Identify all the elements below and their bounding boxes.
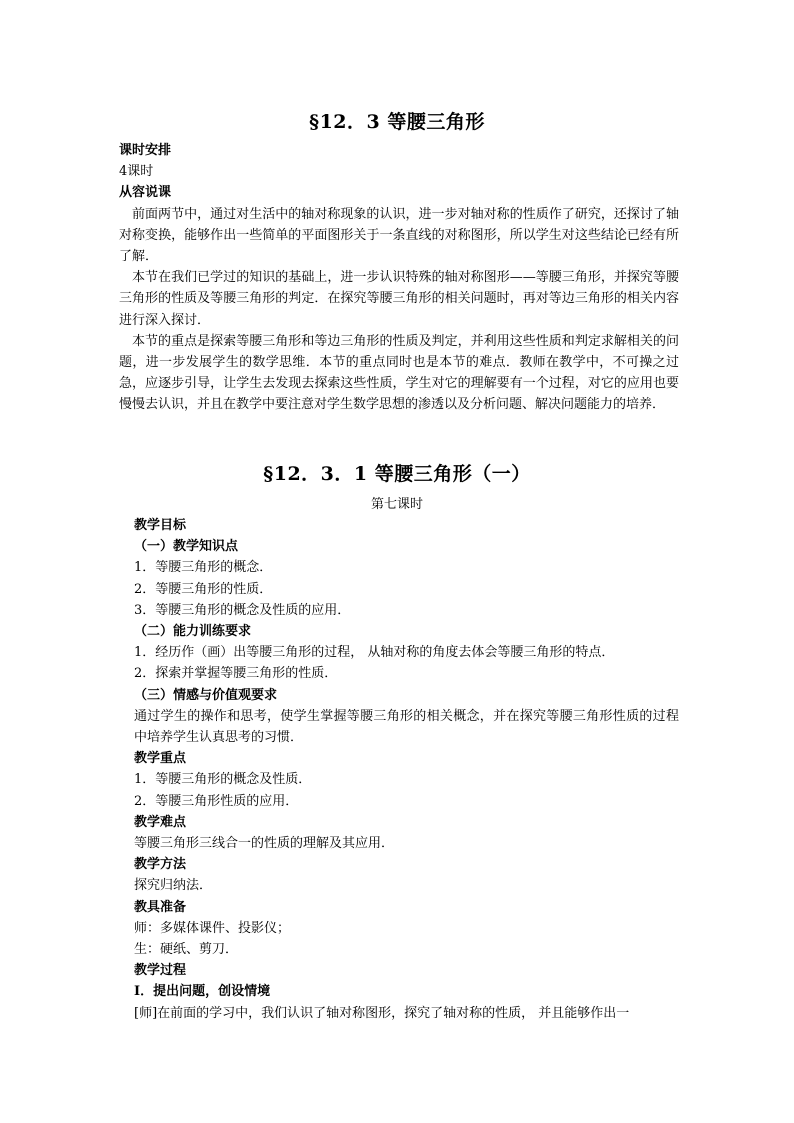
intro-paragraph-2: 本节在我们已学过的知识的基础上，进一步认识特殊的轴对称图形——等腰三角形，并探究等腰三角形的性质及等腰三角形的判定．在探究等腰三角形的相关问题时，再对等边三角形的相关内容进行深入探讨． (119, 270, 679, 328)
ability-item-2: 2．探索并掌握等腰三角形的性质． (134, 666, 338, 682)
heading-knowledge: （一）教学知识点 (134, 539, 239, 555)
lesson-plan-section (134, 515, 679, 1024)
method-text: 探究归纳法． (134, 878, 213, 894)
focus-item-2: 2．等腰三角形性质的应用． (134, 793, 299, 809)
tools-teacher: 师：多媒体课件、投影仪； (134, 920, 291, 936)
heading-ability: （二）能力训练要求 (134, 624, 252, 640)
heading-intro: 从容说课 (119, 185, 172, 201)
knowledge-item-3: 3．等腰三角形的概念及性质的应用． (134, 602, 351, 618)
main-title: §12．3 等腰三角形 (309, 111, 485, 133)
sub-title: §12．3．1 等腰三角形（一） (263, 463, 531, 485)
lesson-number: 第七课时 (370, 497, 423, 512)
heading-emotion: （三）情感与价值观要求 (134, 687, 278, 703)
heading-process: 教学过程 (134, 963, 187, 979)
difficulty-text: 等腰三角形三线合一的性质的理解及其应用． (134, 836, 395, 852)
focus-item-1: 1．等腰三角形的概念及性质． (134, 772, 312, 788)
heading-goals: 教学目标 (134, 518, 187, 533)
heading-focus: 教学重点 (134, 751, 187, 767)
emotion-paragraph: 通过学生的操作和思考，使学生掌握等腰三角形的相关概念，并在探究等腰三角形性质的过程中培养学生认真思考的习惯． (134, 708, 679, 746)
intro-paragraph-3: 本节的重点是探索等腰三角形和等边三角形的性质及判定，并利用这些性质和判定求解相关的问题，进一步发展学生的数学思维．本节的重点同时也是本节的难点．教师在教学中，不可操之过急，应逐步引导，让学生去发现去探索这些性质，学生对它的理解要有一个过程，对它的应用也要慢慢去认识，并且在教学中要注意对学生数学思想的渗透以及分析问题、解决问题能力的培养． (119, 333, 679, 413)
heading-step-1: Ⅰ．提出问题，创设情境 (134, 984, 271, 1000)
intro-paragraph-1: 前面两节中，通过对生活中的轴对称现象的认识，进一步对轴对称的性质作了研究，还探讨了轴对称变换，能够作出一些简单的平面图形关于一条直线的对称图形，所以学生对这些结论已经有所了解． (119, 206, 679, 265)
heading-tools: 教具准备 (134, 899, 187, 915)
schedule-text: 4课时 (119, 164, 154, 180)
ability-item-1: 1．经历作（画）出等腰三角形的过程， 从轴对称的角度去体会等腰三角形的特点． (134, 645, 615, 661)
tools-student: 生：硬纸、剪刀． (134, 942, 239, 958)
heading-method: 教学方法 (134, 857, 187, 873)
knowledge-item-1: 1．等腰三角形的概念． (134, 560, 273, 576)
heading-schedule: 课时安排 (119, 143, 172, 158)
heading-difficulty: 教学难点 (134, 814, 187, 830)
knowledge-item-2: 2．等腰三角形的性质． (134, 581, 273, 597)
intro-section (119, 140, 679, 416)
step-1-text: [师]在前面的学习中，我们认识了轴对称图形，探究了轴对称的性质， 并且能够作出一 (134, 1005, 630, 1021)
